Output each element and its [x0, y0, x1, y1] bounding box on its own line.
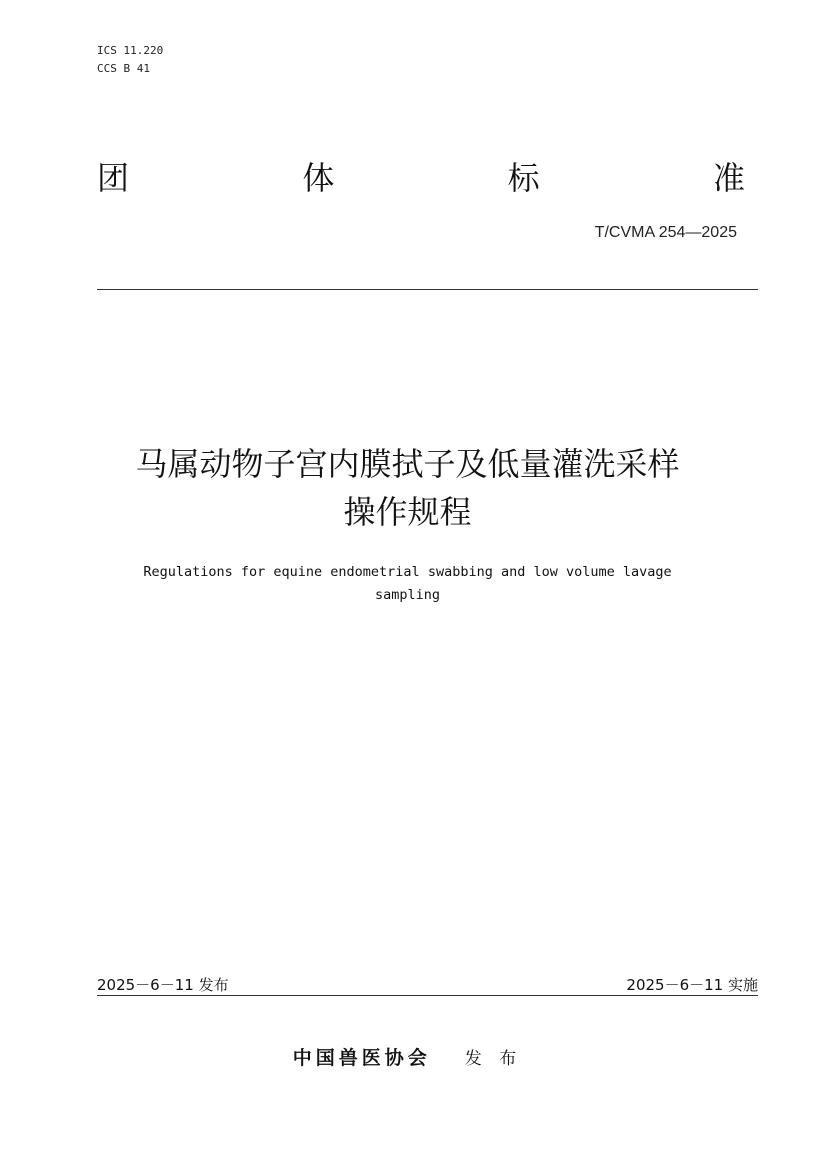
publisher-action: 发 布 [464, 1049, 523, 1069]
standard-type-char: 团 [97, 159, 130, 197]
ccs-code: CCS B 41 [97, 62, 150, 75]
title-english-line-2: sampling [374, 587, 441, 603]
date-row [97, 975, 758, 996]
title-english-line-1: Regulations for equine endometrial swabbing and low volume lavage [143, 564, 672, 580]
standard-number: T/CVMA 254—2025 [594, 224, 737, 241]
publisher-name: 中国兽医协会 [292, 1047, 431, 1069]
standard-type-heading [97, 158, 745, 198]
title-chinese [60, 440, 755, 536]
standard-type-char: 标 [507, 159, 540, 197]
implementation-date: 2025－6－11 实施 [626, 976, 758, 994]
standard-type-char: 准 [712, 159, 745, 197]
publish-date: 2025－6－11 发布 [97, 976, 229, 994]
title-chinese-line-1: 马属动物子宫内膜拭子及低量灌洗采样 [135, 445, 680, 483]
title-english [60, 561, 755, 607]
ics-code: ICS 11.220 [97, 44, 164, 57]
publisher-line [0, 1045, 815, 1072]
header-divider [97, 289, 758, 290]
classification-codes [97, 42, 163, 78]
standard-type-char: 体 [302, 159, 335, 197]
title-chinese-line-2: 操作规程 [343, 493, 472, 531]
